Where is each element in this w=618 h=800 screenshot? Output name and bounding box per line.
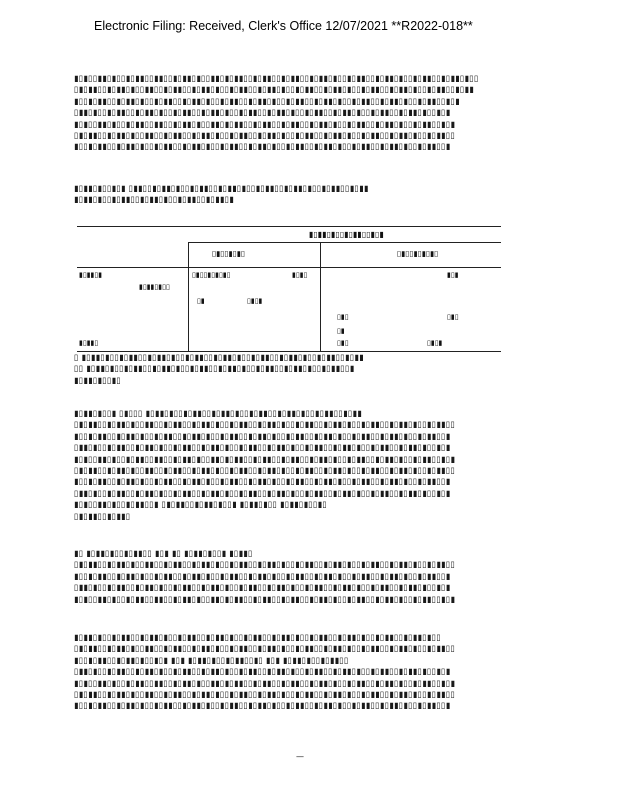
- cell: ▯▮: [337, 327, 345, 335]
- table-spanner-header: ▮▯▮▮▯▮▯▯▮▯▮▮▯▯▮▯▮: [309, 230, 384, 239]
- cell: ▯▮▯▮: [247, 297, 263, 305]
- cell: ▯▮▯: [337, 339, 349, 347]
- cell: ▮▯▮: [447, 271, 459, 279]
- cell: ▯▮▯▯▮▯▮▯▮▯: [192, 271, 231, 279]
- table-footnote: ▯ ▮▯▮▮▯▮▯▯▮▯▮▮▯▯▮▯▮▮▯▮▯▯▮▯▮▮▯▯▮▯▮▮▯▮▯▯▮▯▮▮▯▯▮▯▮▮▯▮▯▯▮▯▮▮▯▯▮▯▮▮ ▯▯ ▮▯▮▮▯▮▯▯▮▯▮▮▯▯▮▯▮▮▯▮▯▯▮▯▮▮▯▯▮▯▮▮▯▮▯▯▮▯▮▮▯▯▮▯▮▮▯▮▯▯▮▯▮▮▯▯▮ ▮▯▮▮▯▮▯▯▮▯: [74, 352, 364, 385]
- body-paragraph-3: ▮▯ ▮▯▮▮▯▮▯▯▮▯▮▮▯▯ ▮▯▮ ▮▯ ▮▯▮▮▯▮▯▯▮ ▮▯▮▮▯ ▯▮▯▮▮▯▯▮▯▮▮▯▮▯▯▮▮▯▯▮▯▮▮▯▯▮▯▮▮▯▮▯▯▮▯▮▮▯▯▮▯▮▮▯▮▯▯▮▯▮▮▯▯▮▯▮▮▯▮▯▯▮▯▮▮▯▯▮▯▮▮▯▮▯▯▮▯▮▮▯▯ ▮▯▯▮▯▮▮▯▯▮▯▮▮▯▮▯▯▮▯▮▮▯▯▮▯▮▮▯▮▯▯▮▯▮▮▯▯▮▯▮▮▯▮▯▯▮▯▮▮▯▯▮▯▮▮▯▮▯▯▮▯▮▮▯▯▮▯▮▮▯▮▯▯▮▯▮▮▯▯▮ ▯▮▮▯▮▯▯▮▯▮▮▯▯▮▯▮▮▯▮▯▯▮▯▮▮▯▯▮▯▮▮▯▮▯▯▮▯▮▮▯▯▮▯▮▮▯▮▯▯▮▯▮▮▯▯▮▯▮▮▯▮▯▯▮▯▮▮▯▯▮▯▮▮▯▮▯▯▮▯▮ ▮▯▮▯▯▮▮▯▮▯▯▮▯▮▮▯▯▮▮▯▯▮▯▮▮▯▮▯▯▮▮▯▮▯▮▮▯▯▮▯▮▮▯▯▮▯▮▮▯▯▮▯▮▮▯▮▯▯▮▯▮▮▯▯▮▯▮▮▯▮▯▯▮▯▮▮▯▯▮▯▮: [74, 548, 456, 604]
- column-header-2: ▯▮▯▯▮▯▮▯▮▯: [397, 249, 439, 258]
- cell: ▮▯▮▯: [292, 271, 308, 279]
- cell: ▯▮▯: [447, 313, 459, 321]
- row-label: ▮▯▮▮▯▮: [79, 271, 103, 279]
- column-header-1: ▯▮▯▯▮▯▮▯: [212, 249, 246, 258]
- body-paragraph-4: ▮▯▮▮▯▮▯▯▮▯▮▮▯▯▮▯▮▮▯▮▯▯▮▯▮▮▯▯▮▯▮▮▯▮▯▯▮▯▮▮▯▯▮▯▮▮▯▮▯▯▮▯▮▮▯▯▮▯▮▮▯▮▯▯▮▯▮▮▯▯▮▯▮▮▯▮▯▯ ▯▮▯▮▮▯▯▮▯▮▮▯▮▯▯▮▮▯▯▮▯▮▮▯▯▮▯▮▮▯▮▯▯▮▯▮▮▯▯▮▯▮▮▯▮▯▯▮▯▮▮▯▯▮▯▮▮▯▮▯▯▮▯▮▮▯▯▮▯▮▮▯▮▯▯▮▯▮▮▯▯ ▮▯▯▮▯▮▮▯▯▮▯▮▮▯▮▯▯▮▯▮ ▮▯▮ ▮▯▮▮▯▮▯▯▮▯▮▮▯▯▮▯ ▮▯▮ ▮▯▮▮▯▮▯▯▮▯▮▮▯▯ ▯▮▮▯▮▯▯▮▯▮▮▯▯▮▯▮▮▯▮▯▯▮▯▮▮▯▯▮▯▮▮▯▮▯▯▮▯▮▮▯▯▮▯▮▮▯▮▯▯▮▯▮▮▯▯▮▯▮▮▯▮▯▯▮▯▮▮▯▯▮▯▮▮▯▮▯▯▮▯▮ ▮▯▮▯▯▮▮▯▮▯▯▮▯▮▮▯▯▮▮▯▯▮▯▮▮▯▮▯▯▮▮▯▮▯▮▮▯▯▮▯▮▮▯▯▮▯▮▮▯▯▮▯▮▮▯▮▯▯▮▯▮▮▯▯▮▯▮▮▯▮▯▯▮▯▮▮▯▯▮▯▮ ▯▮▯▮▮▯▯▮▯▮▮▯▮▯▯▮▮▯▯▮▯▮▮▯▯▮▯▮▮▯▮▯▯▮▯▮▮▯▯▮▯▮▮▯▮▯▯▮▯▮▮▯▯▮▯▮▮▯▮▯▯▮▯▮▮▯▯▮▯▮▮▯▮▯▯▮▯▮▮▯▯ ▮▯▯▮▯▮▮▯▯▮▯▮▮▯▮▯▯▮▯▮▮▯▯▮▯▮▮▯▮▯▯▮▯▮▮▯▯▮▯▮▮▯▮▯▯▮▯▮▮▯▯▮▯▮▮▯▮▯▯▮▯▮▮▯▯▮▯▮▮▯▮▯▯▮▯▮▮▯▯▮: [74, 632, 456, 711]
- row-label: ▮▯▮▮▯▮▯▯: [139, 283, 170, 291]
- table-caption: ▮▯▮▮▯▮▯▯▮▯▮ ▯▮▮▯▯▮▯▮▮▯▮▯▯▮▯▮▮▯▯▮▯▮▮▯▮▯▯▮▯▮▮▯▯▮▯▮▮▯▮▯▯▮▯▮▮▯▯▮▯▮▮ ▮▯▮▮▯▮▯▯▮▯▮▮▯▯▮▯▮▮▯▮▯▯▮▯▮▮▯▯▮▯▮▮▯▮: [74, 183, 369, 205]
- row-label: ▮▯▮▮▯: [79, 339, 99, 347]
- page-number: —: [296, 752, 304, 761]
- filing-stamp-header: Electronic Filing: Received, Clerk's Office 12/07/2021 **R2022-018**: [94, 19, 473, 33]
- body-paragraph-1: ▮▯▮▯▯▮▮▯▮▯▯▮▯▮▮▯▯▮▮▯▯▮▯▮▮▯▮▯▯▮▮▯▮▯▮▮▯▯▮▯▮▮▯▯▮▯▮▮▯▯▮▯▮▮▯▮▯▯▮▯▮▮▯▯▮▯▮▮▯▮▯▯▮▯▮▮▯▯▮▯▮▮▯▮▯▯ ▯▮▯▮▮▯▯▮▯▮▮▯▮▯▯▮▮▯▯▮▯▮▮▯▯▮▯▮▮▯▮▯▯▮▯▮▮▯▯▮▯▮▮▯▮▯▯▮▯▮▮▯▯▮▯▮▮▯▮▯▯▮▯▮▮▯▯▮▯▮▮▯▮▯▯▮▯▮▮▯▯▮▯▮▮ ▮▯▯▮▯▮▮▯▯▮▯▮▮▯▮▯▯▮▯▮▮▯▯▮▯▮▮▯▮▯▯▮▯▮▮▯▯▮▯▮▮▯▮▯▯▮▯▮▮▯▯▮▯▮▮▯▮▯▯▮▯▮▮▯▯▮▯▮▮▯▮▯▯▮▯▮▮▯▯▮▯▮ ▯▮▮▯▮▯▯▮▯▮▮▯▯▮▯▮▮▯▮▯▯▮▯▮▮▯▯▮▯▮▮▯▮▯▯▮▯▮▮▯▯▮▯▮▮▯▮▯▯▮▯▮▮▯▯▮▯▮▮▯▮▯▯▮▯▮▮▯▯▮▯▮▮▯▮▯▯▮▯▮ ▮▯▮▯▯▮▮▯▮▯▯▮▯▮▮▯▯▮▮▯▯▮▯▮▮▯▮▯▯▮▮▯▮▯▮▮▯▯▮▯▮▮▯▯▮▯▮▮▯▯▮▯▮▮▯▮▯▯▮▯▮▮▯▯▮▯▮▮▯▮▯▯▮▯▮▮▯▯▮▯▮ ▯▮▯▮▮▯▯▮▯▮▮▯▮▯▯▮▮▯▯▮▯▮▮▯▯▮▯▮▮▯▮▯▯▮▯▮▮▯▯▮▯▮▮▯▮▯▯▮▯▮▮▯▯▮▯▮▮▯▮▯▯▮▯▮▮▯▯▮▯▮▮▯▮▯▯▮▯▮▮▯▯ ▮▯▯▮▯▮▮▯▯▮▯▮▮▯▮▯▯▮▯▮▮▯▯▮▯▮▮▯▮▯▯▮▯▮▮▯▯▮▯▮▮▯▮▯▯▮▯▮▮▯▯▮▯▮▮▯▮▯▯▮▯▮▮▯▯▮▯▮▮▯▮▯▯▮▯▮▮▯▯▮: [74, 73, 479, 152]
- body-paragraph-2: ▮▯▮▮▯▮▯▯▮ ▯▮▯▯▯ ▮▯▮▮▯▮▯▯▮▯▮▮▯▯▮▯▮▮▯▮▯▯▮▯▮▮▯▯▮▯▮▮▯▮▯▯▮▯▮▮▯▯▮▯▮▮ ▯▮▯▮▮▯▯▮▯▮▮▯▮▯▯▮▮▯▯▮▯▮▮▯▯▮▯▮▮▯▮▯▯▮▯▮▮▯▯▮▯▮▮▯▮▯▯▮▯▮▮▯▯▮▯▮▮▯▮▯▯▮▯▮▮▯▯▮▯▮▮▯▮▯▯▮▯▮▮▯▯ ▮▯▯▮▯▮▮▯▯▮▯▮▮▯▮▯▯▮▯▮▮▯▯▮▯▮▮▯▮▯▯▮▯▮▮▯▯▮▯▮▮▯▮▯▯▮▯▮▮▯▯▮▯▮▮▯▮▯▯▮▯▮▮▯▯▮▯▮▮▯▮▯▯▮▯▮▮▯▯▮ ▯▮▮▯▮▯▯▮▯▮▮▯▯▮▯▮▮▯▮▯▯▮▯▮▮▯▯▮▯▮▮▯▮▯▯▮▯▮▮▯▯▮▯▮▮▯▮▯▯▮▯▮▮▯▯▮▯▮▮▯▮▯▯▮▯▮▮▯▯▮▯▮▮▯▮▯▯▮▯▮ ▮▯▮▯▯▮▮▯▮▯▯▮▯▮▮▯▯▮▮▯▯▮▯▮▮▯▮▯▯▮▮▯▮▯▮▮▯▯▮▯▮▮▯▯▮▯▮▮▯▯▮▯▮▮▯▮▯▯▮▯▮▮▯▯▮▯▮▮▯▮▯▯▮▯▮▮▯▯▮▯▮ ▯▮▯▮▮▯▯▮▯▮▮▯▮▯▯▮▮▯▯▮▯▮▮▯▯▮▯▮▮▯▮▯▯▮▯▮▮▯▯▮▯▮▮▯▮▯▯▮▯▮▮▯▯▮▯▮▮▯▮▯▯▮▯▮▮▯▯▮▯▮▮▯▮▯▯▮▯▮▮▯▯ ▮▯▯▮▯▮▮▯▯▮▯▮▮▯▮▯▯▮▯▮▮▯▯▮▯▮▮▯▮▯▯▮▯▮▮▯▯▮▯▮▮▯▮▯▯▮▯▮▮▯▯▮▯▮▮▯▮▯▯▮▯▮▮▯▯▮▯▮▮▯▮▯▯▮▯▮▮▯▯▮ ▯▮▮▯▮▯▯▮▯▮▮▯▯▮▯▮▮▯▮▯▯▮▯▮▮▯▯▮▯▮▮▯▮▯▯▮▯▮▮▯▯▮▯▮▮▯▮▯▯▮▯▮▮▯▯▮▯▮▮▯▮▯▯▮▯▮▮▯▯▮▯▮▮▯▮▯▯▮▯▮ ▮▯▮▯▯▮▮▯▮▯▯▮▯▮▮▯▯▮ ▯▮▯▮▮▯▯▮▯▮▮▯▮▯▯▮ ▮▯▮▮▯▮▯▯ ▮▯▮▮▯▮▯▯▮▯ ▯▮▯▮▮▯▯▮▯▮▮▯: [74, 408, 456, 521]
- cell: ▯▮: [197, 297, 205, 305]
- cell: ▯▮▯: [337, 313, 349, 321]
- data-table: [77, 226, 501, 352]
- cell: ▯▮▯▮: [427, 339, 443, 347]
